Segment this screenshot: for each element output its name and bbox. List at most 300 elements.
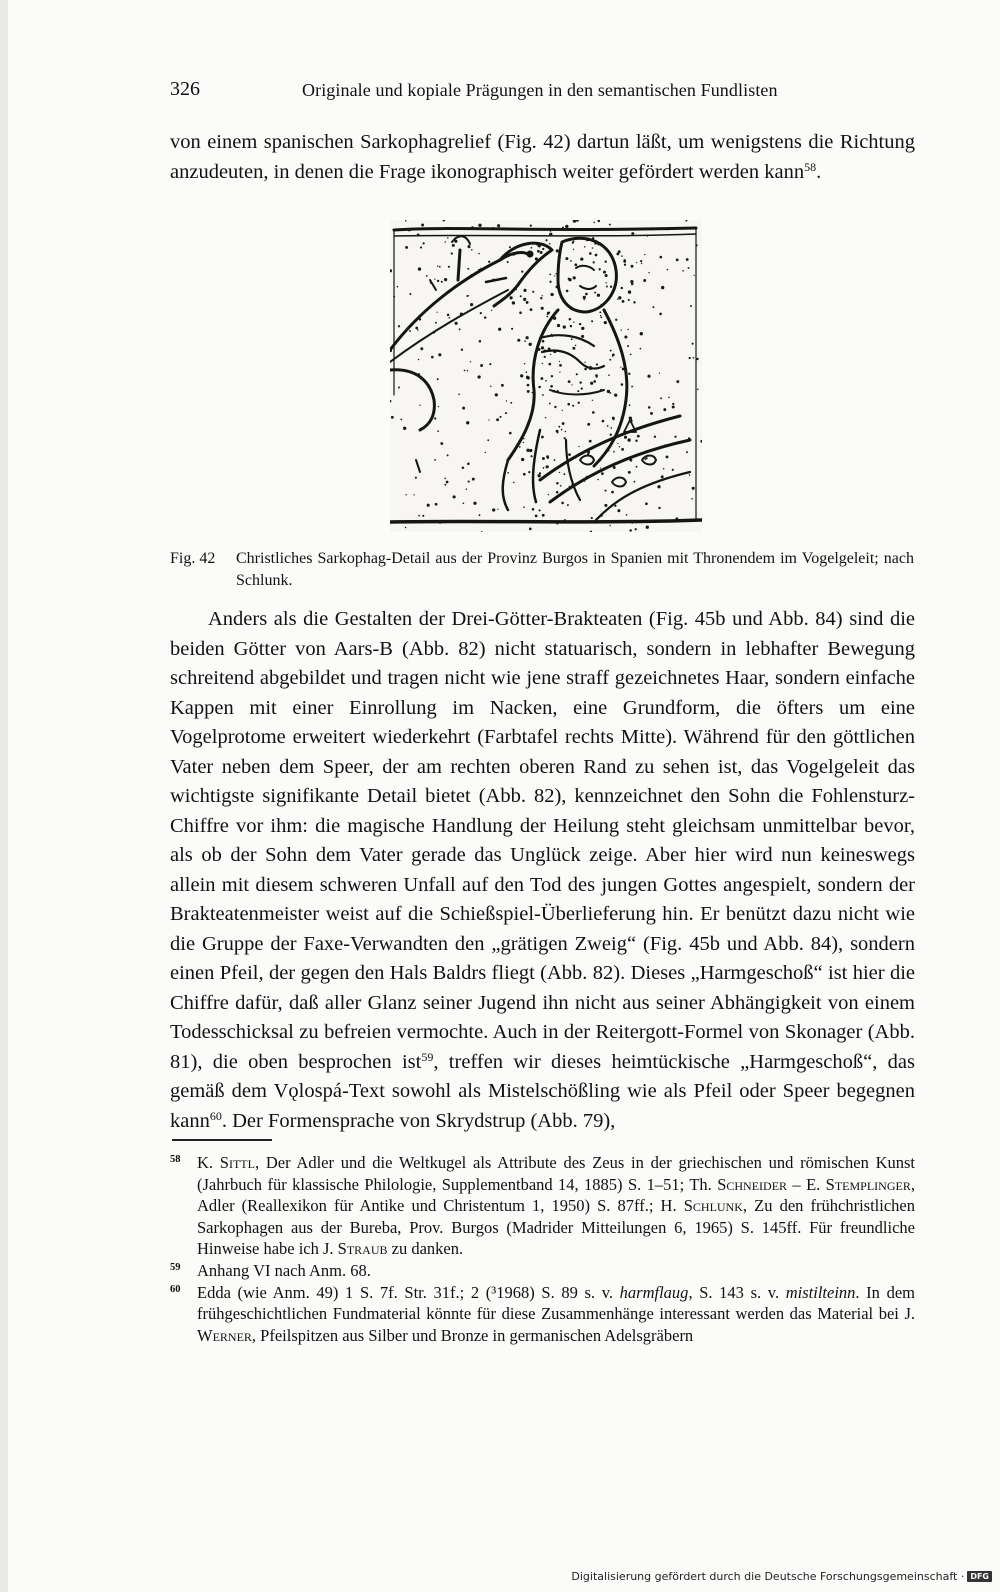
stipple-dot — [631, 265, 634, 268]
stipple-dot — [459, 328, 461, 330]
stipple-dot — [636, 466, 638, 468]
stipple-dot — [523, 289, 526, 292]
stipple-dot — [624, 335, 627, 338]
stipple-dot — [418, 267, 421, 270]
stipple-dot — [611, 491, 614, 494]
stipple-dot — [590, 382, 593, 385]
stipple-dot — [693, 275, 694, 276]
stipple-dot — [650, 412, 653, 415]
stipple-dot — [573, 249, 574, 250]
stipple-dot — [444, 484, 446, 486]
stipple-dot — [541, 307, 544, 310]
stipple-dot — [626, 514, 628, 516]
stipple-dot — [614, 505, 616, 507]
stipple-dot — [600, 315, 601, 316]
stipple-dot — [556, 491, 559, 494]
stipple-dot — [610, 434, 612, 436]
stipple-dot — [627, 329, 628, 330]
stipple-dot — [550, 385, 553, 388]
stipple-dot — [565, 431, 567, 433]
stipple-dot — [562, 410, 563, 411]
footnote-segment: . In dem frühgeschichtlichen Fundmaterial könnte für diese Zusammenhänge interessant werden das Material bei J. — [197, 1282, 915, 1324]
stipple-dot — [601, 472, 604, 475]
stipple-dot — [630, 353, 632, 355]
stipple-dot — [477, 375, 480, 378]
stipple-dot — [657, 485, 660, 488]
stipple-dot — [527, 384, 530, 387]
stipple-dot — [461, 349, 463, 351]
stipple-dot — [594, 292, 596, 294]
stipple-dot — [628, 471, 631, 474]
stipple-dot — [571, 384, 572, 385]
stipple-dot — [646, 526, 649, 529]
main-paragraph — [170, 605, 915, 1136]
main-text-part3: . Der Formensprache von Skrydstrup (Abb. 79), — [221, 1109, 616, 1132]
stipple-dot — [488, 261, 490, 263]
stipple-dot — [640, 348, 642, 350]
stipple-dot — [478, 224, 481, 227]
stipple-dot — [470, 303, 473, 306]
stipple-dot — [398, 325, 400, 327]
stipple-dot — [597, 294, 600, 297]
stipple-dot — [467, 295, 469, 297]
stipple-dot — [621, 329, 622, 330]
stipple-dot — [535, 515, 538, 518]
figure-label: Fig. 42 — [170, 550, 216, 567]
stipple-dot — [627, 438, 630, 441]
stipple-dot — [550, 293, 553, 296]
stipple-dot — [605, 282, 606, 283]
stipple-dot — [583, 299, 585, 301]
stipple-dot — [628, 290, 631, 293]
stipple-dot — [467, 245, 470, 248]
stipple-dot — [403, 427, 406, 430]
stipple-dot — [420, 347, 423, 350]
stipple-dot — [621, 255, 623, 257]
stipple-dot — [565, 257, 568, 260]
stipple-dot — [575, 345, 577, 347]
stipple-dot — [658, 507, 660, 509]
author-name: Sittl — [219, 1153, 255, 1172]
stipple-dot — [419, 405, 420, 406]
stipple-dot — [607, 425, 609, 427]
stipple-dot — [447, 314, 450, 317]
stipple-dot — [519, 311, 522, 314]
stipple-dot — [509, 246, 511, 248]
footnote-segment: – E. — [787, 1174, 826, 1194]
stipple-dot — [660, 397, 662, 399]
footnote-segment: Edda (wie Anm. 49) 1 S. 7f. Str. 31f.; 2 (³1968) S. 89 s. v. — [197, 1282, 620, 1302]
stipple-dot — [409, 330, 411, 332]
stipple-dot — [437, 378, 439, 380]
stipple-dot — [400, 419, 402, 421]
stipple-dot — [397, 286, 399, 288]
footnote-segment: Anhang VI nach Anm. 68. — [197, 1260, 371, 1280]
stipple-dot — [520, 295, 522, 297]
footnote-segment: , Zu den frühchristlichen Sarkophagen aus der Bureba, Prov. Burgos (Madrider Mitteilungen 6, 1965) S. 145ff. Für freundliche Hinweise habe ich J. — [197, 1196, 915, 1259]
stipple-dot — [565, 225, 568, 228]
stipple-dot — [559, 364, 562, 367]
stipple-dot — [554, 406, 556, 408]
stipple-dot — [641, 263, 642, 264]
stipple-dot — [559, 372, 560, 373]
footnote-text — [197, 1283, 915, 1345]
stipple-dot — [609, 525, 610, 526]
footnote-segment: , Adler (Reallexikon für Antike und Christentum 1, 1950) S. 87ff.; H. — [197, 1174, 915, 1216]
stipple-dot — [591, 320, 593, 322]
stipple-dot — [686, 451, 688, 453]
stipple-dot — [512, 301, 515, 304]
stipple-dot — [592, 411, 595, 414]
footnotes — [170, 1152, 915, 1346]
footnote-60 — [170, 1282, 915, 1347]
stipple-dot — [562, 422, 565, 425]
stipple-dot — [624, 264, 626, 266]
stipple-dot — [398, 387, 400, 389]
stipple-dot — [584, 246, 585, 247]
footnote-segment: , Pfeilspitzen aus Silber und Bronze in germanischen Adelsgräbern — [251, 1325, 694, 1345]
stipple-dot — [610, 285, 612, 287]
stipple-dot — [496, 418, 499, 421]
stipple-dot — [629, 404, 631, 406]
stipple-dot — [578, 402, 580, 404]
stipple-dot — [471, 249, 473, 251]
stipple-dot — [531, 247, 533, 249]
stipple-dot — [539, 509, 541, 511]
stipple-dot — [434, 459, 436, 461]
stipple-dot — [434, 417, 436, 419]
stipple-dot — [607, 390, 610, 393]
stipple-dot — [434, 279, 435, 280]
stipple-dot — [491, 310, 492, 311]
stipple-dot — [610, 350, 612, 352]
footnote-59 — [170, 1260, 915, 1282]
stipple-dot — [542, 340, 545, 343]
stipple-dot — [542, 457, 545, 460]
stipple-dot — [601, 317, 603, 319]
stipple-dot — [473, 502, 476, 505]
stipple-dot — [547, 312, 550, 315]
stipple-dot — [569, 318, 571, 320]
stipple-dot — [447, 237, 449, 239]
stipple-dot — [549, 281, 551, 283]
stipple-dot — [567, 504, 569, 506]
stipple-dot — [391, 416, 394, 419]
stipple-dot — [441, 281, 443, 283]
stipple-dot — [542, 295, 543, 296]
stipple-dot — [526, 372, 528, 374]
stipple-dot — [542, 514, 545, 517]
stipple-dot — [635, 440, 637, 442]
stipple-dot — [604, 321, 607, 324]
footnote-segment: K. — [197, 1153, 220, 1172]
stipple-dot — [438, 406, 439, 407]
stipple-dot — [417, 329, 419, 331]
stipple-dot — [448, 317, 450, 319]
stipple-dot — [520, 374, 523, 377]
stipple-dot — [431, 356, 434, 359]
stipple-dot — [659, 313, 662, 316]
sarcophagus-relief-drawing — [390, 220, 702, 532]
stipple-dot — [557, 432, 559, 434]
stipple-dot — [543, 467, 545, 469]
italic-term: mistilteinn — [785, 1282, 856, 1302]
stipple-dot — [542, 363, 543, 364]
stipple-dot — [580, 257, 583, 260]
stipple-dot — [637, 435, 640, 438]
stipple-dot — [566, 290, 569, 293]
footnote-number: 60 — [170, 1283, 181, 1295]
stipple-dot — [579, 381, 581, 383]
stipple-dot — [659, 372, 660, 373]
stipple-dot — [557, 324, 560, 327]
stipple-dot — [435, 503, 438, 506]
stipple-dot — [666, 455, 669, 458]
stipple-dot — [600, 467, 601, 468]
stipple-dot — [435, 322, 437, 324]
stipple-dot — [445, 241, 446, 242]
stipple-dot — [689, 357, 691, 359]
stipple-dot — [437, 430, 439, 432]
stipple-dot — [676, 259, 679, 262]
stipple-dot — [554, 275, 555, 276]
stipple-dot — [489, 363, 491, 365]
footer-text: Digitalisierung gefördert durch die Deutsche Forschungsgemeinschaft · — [571, 1570, 965, 1583]
page-header — [170, 78, 915, 110]
stipple-dot — [490, 386, 492, 388]
stipple-dot — [495, 393, 498, 396]
stipple-dot — [549, 243, 551, 245]
stipple-dot — [467, 370, 468, 371]
stipple-dot — [470, 361, 471, 362]
stipple-dot — [647, 375, 650, 378]
stipple-dot — [436, 312, 437, 313]
stipple-dot — [527, 337, 529, 339]
stipple-dot — [545, 380, 547, 382]
stipple-dot — [532, 508, 535, 511]
stipple-dot — [422, 242, 424, 244]
stipple-dot — [578, 446, 579, 447]
stipple-dot — [617, 443, 618, 444]
stipple-dot — [589, 440, 592, 443]
stipple-dot — [546, 316, 548, 318]
stipple-dot — [663, 468, 665, 470]
stipple-dot — [672, 403, 674, 405]
stipple-dot — [527, 390, 530, 393]
stipple-dot — [439, 266, 441, 268]
stipple-dot — [542, 394, 544, 396]
stipple-dot — [686, 258, 689, 261]
footnote-58 — [170, 1152, 915, 1260]
stipple-dot — [576, 373, 578, 375]
stipple-dot — [523, 442, 524, 443]
stipple-dot — [537, 474, 540, 477]
stipple-dot — [636, 262, 637, 263]
footnote-text — [197, 1153, 915, 1258]
stipple-dot — [571, 338, 573, 340]
stipple-dot — [521, 458, 524, 461]
stipple-dot — [561, 502, 564, 505]
stipple-dot — [530, 308, 533, 311]
running-title: Originale und kopiale Prägungen in den semantischen Fundlisten — [302, 80, 778, 100]
stipple-dot — [559, 361, 560, 362]
stipple-dot — [542, 248, 544, 250]
stipple-dot — [420, 246, 422, 248]
stipple-dot — [603, 271, 606, 274]
stipple-dot — [498, 328, 501, 331]
stipple-dot — [479, 340, 482, 343]
stipple-dot — [614, 393, 617, 396]
stipple-dot — [472, 478, 475, 481]
stipple-dot — [444, 478, 446, 480]
author-name: Werner — [197, 1325, 252, 1345]
stipple-dot — [530, 455, 532, 457]
stipple-dot — [592, 400, 593, 401]
stipple-dot — [595, 254, 598, 257]
stipple-dot — [452, 244, 455, 247]
stipple-dot — [409, 293, 411, 295]
stipple-dot — [453, 495, 456, 498]
stipple-dot — [640, 332, 643, 335]
stipple-dot — [451, 252, 453, 254]
stipple-dot — [507, 261, 509, 263]
stipple-dot — [587, 423, 590, 426]
stipple-dot — [631, 283, 634, 286]
stipple-dot — [640, 260, 642, 262]
stipple-dot — [541, 436, 544, 439]
stipple-dot — [484, 316, 486, 318]
stipple-dot — [540, 251, 543, 254]
stipple-dot — [609, 359, 611, 361]
stipple-dot — [405, 527, 407, 529]
stipple-dot — [573, 322, 574, 323]
author-name: Schlunk — [683, 1196, 743, 1216]
stipple-dot — [546, 466, 547, 467]
stipple-dot — [583, 296, 586, 299]
stipple-dot — [635, 528, 637, 530]
stipple-dot — [621, 383, 624, 386]
stipple-dot — [648, 272, 649, 273]
stipple-dot — [466, 421, 469, 424]
stipple-dot — [513, 482, 515, 484]
figure-caption-text: Christliches Sarkophag-Detail aus der Provinz Burgos in Spanien mit Thronendem im Vogelgeleit; nach Schlunk. — [236, 550, 914, 589]
footnote-ref-60[interactable]: 60 — [209, 1108, 222, 1123]
author-name: Stemplinger — [825, 1174, 911, 1194]
stipple-dot — [447, 454, 449, 456]
stipple-dot — [605, 274, 608, 277]
stipple-dot — [446, 481, 449, 484]
stipple-dot — [545, 239, 547, 241]
stipple-dot — [541, 346, 544, 349]
stipple-dot — [573, 276, 576, 279]
stipple-dot — [415, 327, 418, 330]
stipple-dot — [668, 397, 670, 399]
stipple-dot — [633, 301, 635, 303]
stipple-dot — [468, 481, 470, 483]
stipple-dot — [581, 327, 584, 330]
stipple-dot — [568, 453, 571, 456]
stipple-dot — [579, 323, 581, 325]
stipple-dot — [661, 286, 664, 289]
stipple-dot — [463, 502, 465, 504]
stipple-dot — [623, 260, 626, 263]
stipple-dot — [426, 275, 428, 277]
footnote-number: 58 — [170, 1154, 181, 1165]
stipple-dot — [549, 403, 551, 405]
stipple-dot — [556, 482, 559, 485]
stipple-dot — [620, 366, 621, 367]
stipple-dot — [596, 363, 598, 365]
stipple-dot — [485, 452, 486, 453]
stipple-dot — [593, 261, 595, 263]
stipple-dot — [634, 481, 636, 483]
stipple-dot — [549, 274, 551, 276]
stipple-dot — [526, 301, 529, 304]
stipple-dot — [554, 459, 556, 461]
stipple-dot — [596, 376, 598, 378]
stipple-dot — [526, 376, 529, 379]
stipple-dot — [540, 297, 542, 299]
figure-sarcophagus-detail — [390, 220, 702, 532]
stipple-dot — [692, 487, 695, 490]
stipple-dot — [617, 509, 620, 512]
stipple-dot — [467, 463, 470, 466]
stipple-dot — [621, 287, 623, 289]
stipple-dot — [691, 498, 693, 500]
stipple-dot — [599, 268, 601, 270]
stipple-dot — [440, 442, 443, 445]
footnote-ref-59[interactable]: 59 — [421, 1049, 434, 1064]
stipple-dot — [438, 353, 441, 356]
stipple-dot — [551, 375, 553, 377]
stipple-dot — [524, 363, 525, 364]
intro-end: . — [816, 160, 822, 183]
stipple-dot — [448, 266, 450, 268]
stipple-dot — [599, 311, 601, 313]
stipple-dot — [644, 254, 645, 255]
stipple-dot — [422, 515, 424, 517]
stipple-dot — [585, 293, 588, 296]
stipple-dot — [547, 457, 549, 459]
stipple-dot — [593, 222, 595, 224]
stipple-dot — [556, 249, 559, 252]
stipple-dot — [610, 392, 612, 394]
stipple-dot — [584, 362, 585, 363]
stipple-dot — [628, 373, 630, 375]
stipple-dot — [667, 269, 669, 271]
stipple-dot — [528, 471, 530, 473]
footnote-number: 59 — [170, 1261, 181, 1273]
stipple-dot — [462, 466, 465, 469]
stipple-dot — [693, 357, 695, 359]
stipple-dot — [532, 291, 534, 293]
stipple-dot — [437, 265, 438, 266]
stipple-dot — [572, 241, 574, 243]
author-name: Schneider — [717, 1174, 788, 1194]
stipple-dot — [608, 374, 610, 376]
stipple-dot — [593, 380, 596, 383]
footnote-ref-58[interactable]: 58 — [804, 159, 817, 174]
stipple-dot — [427, 504, 430, 507]
stipple-dot — [633, 233, 634, 234]
stipple-dot — [544, 356, 546, 358]
stipple-dot — [529, 449, 532, 452]
stipple-dot — [574, 263, 577, 266]
stipple-dot — [570, 325, 572, 327]
stipple-dot — [663, 408, 666, 411]
stipple-dot — [581, 387, 583, 389]
stipple-dot — [444, 278, 447, 281]
